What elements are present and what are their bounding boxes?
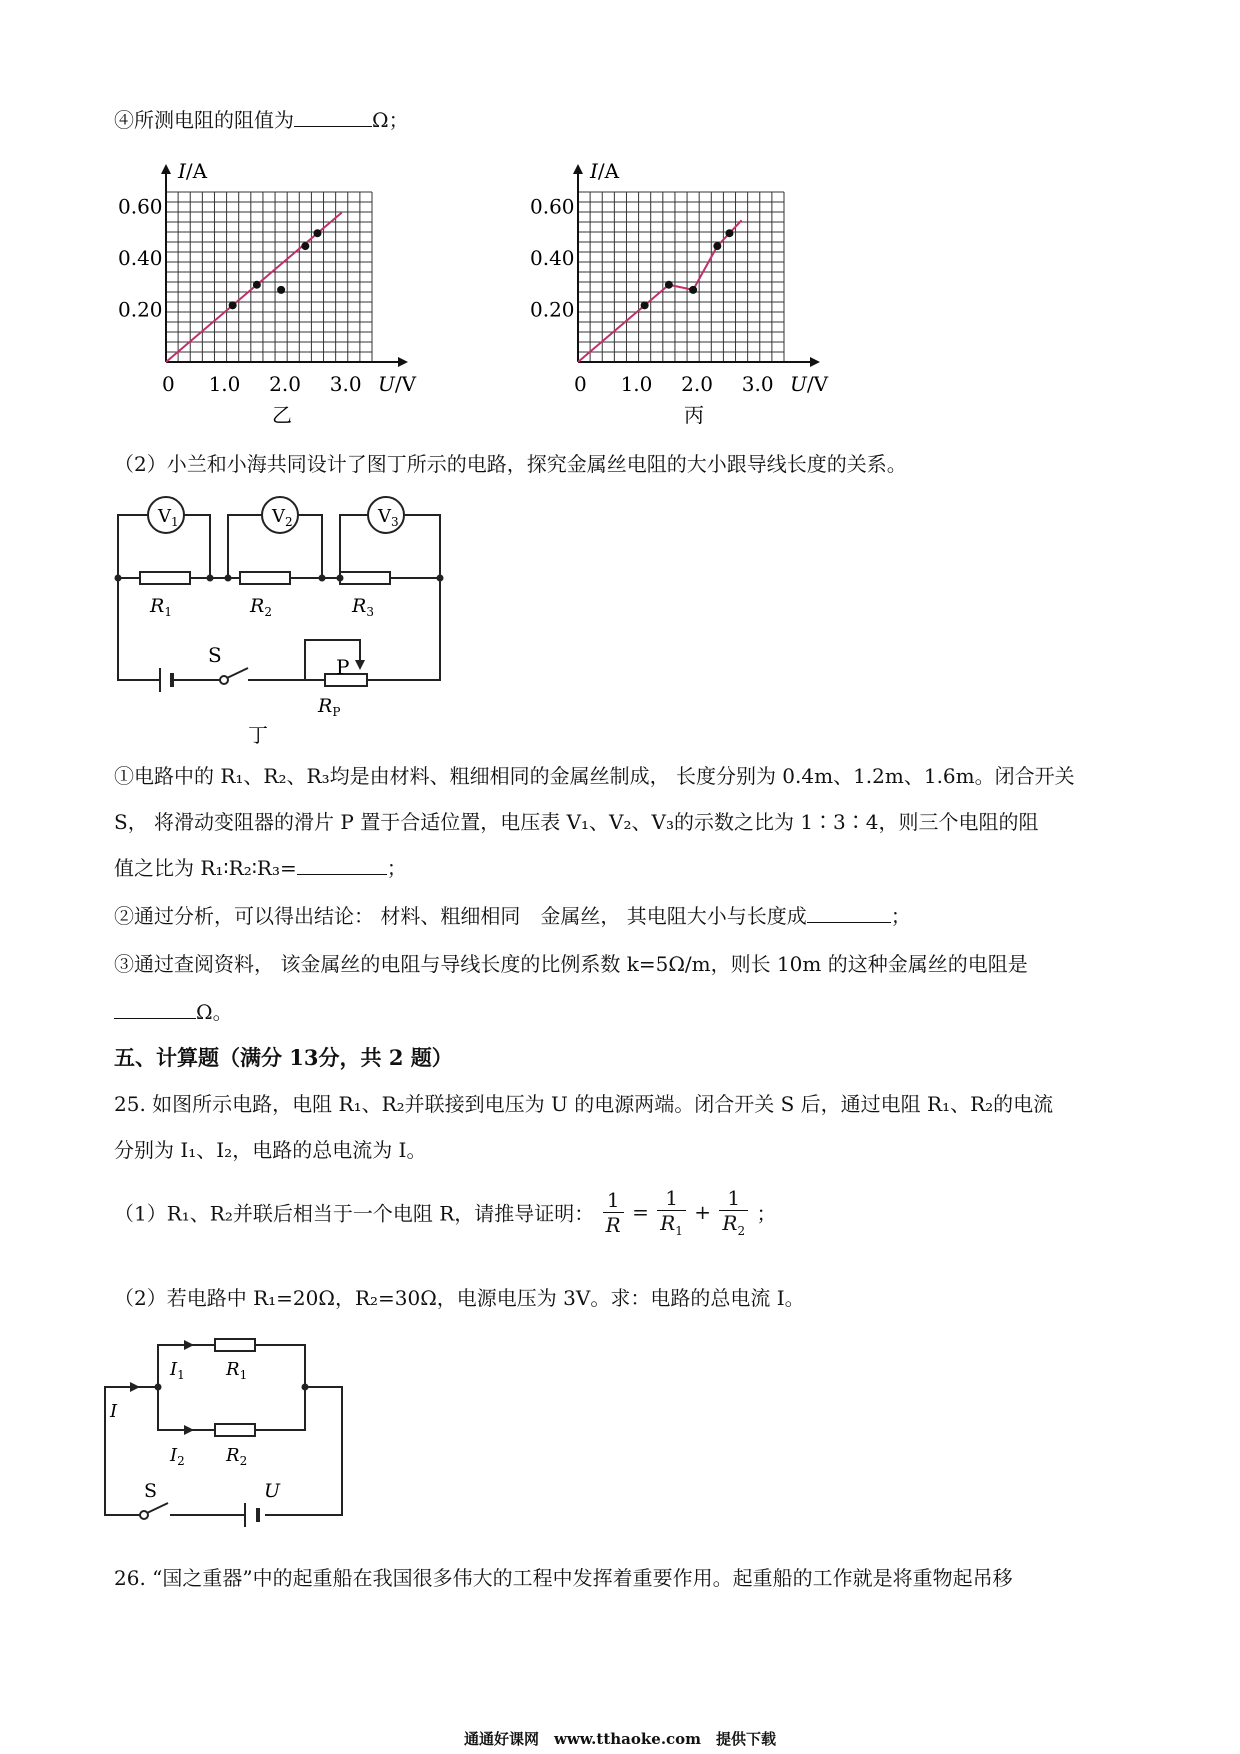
answer-blank[interactable] bbox=[297, 854, 387, 875]
q25-part1: （1）R₁、R₂并联后相当于一个电阻 R，请推导证明： $\frac{1}{R}$ = $\frac{1}{R_1}$ + $\frac{1}{R_2}$ ； bbox=[114, 1186, 777, 1238]
data-point bbox=[313, 229, 321, 237]
x-axis-label: U/V bbox=[790, 372, 829, 396]
y-tick-label: 0.20 bbox=[530, 297, 575, 322]
iu-graphs bbox=[0, 140, 1240, 430]
svg-text:R3: $R_3$ bbox=[352, 595, 374, 619]
section-heading: 五、计算题（满分 13分，共 2 题） bbox=[114, 1045, 453, 1070]
graph-bing bbox=[530, 159, 829, 427]
data-point bbox=[665, 281, 673, 289]
data-point bbox=[253, 281, 261, 289]
data-point bbox=[229, 301, 237, 309]
svg-text:V3: $V_3$ bbox=[378, 506, 399, 529]
graph-caption: 乙 bbox=[272, 403, 292, 427]
q1-line1: ①电路中的 R₁、R₂、R₃均是由材料、粗细相同的金属丝制成， 长度分别为 0.4m、1.2m、1.6m。闭合开关 bbox=[114, 764, 1075, 788]
q1-line2: S， 将滑动变阻器的滑片 P 置于合适位置，电压表 V₁、V₂、V₃的示数之比为 1∶3∶4，则三个电阻的阻 bbox=[114, 810, 1039, 834]
part2-intro: （2）小兰和小海共同设计了图丁所示的电路，探究金属丝电阻的大小跟导线长度的关系。 bbox=[114, 452, 907, 476]
resistor-r1 bbox=[140, 572, 190, 584]
data-point bbox=[689, 286, 697, 294]
formula-lhs: $\frac{1}{R}$ bbox=[603, 1188, 624, 1237]
x-tick-label: 0 bbox=[162, 372, 175, 396]
q25-part2: （2）若电路中 R₁=20Ω，R₂=30Ω，电源电压为 3V。求：电路的总电流 I。 bbox=[114, 1286, 805, 1310]
q25-line1: 25. 如图所示电路，电阻 R₁、R₂并联接到电压为 U 的电源两端。闭合开关 S 后，通过电阻 R₁、R₂的电流 bbox=[114, 1092, 1054, 1116]
x-axis-arrow bbox=[810, 357, 820, 367]
data-point bbox=[725, 229, 733, 237]
y-axis-arrow bbox=[573, 164, 583, 174]
data-point bbox=[277, 286, 285, 294]
q2-line: ②通过分析，可以得出结论： 材料、粗细相同 金属丝， 其电阻大小与长度成 ； bbox=[114, 904, 911, 928]
data-point bbox=[301, 242, 309, 250]
x-tick-label: 2.0 bbox=[269, 372, 301, 396]
q3-line2: Ω。 bbox=[114, 996, 233, 1025]
answer-blank[interactable] bbox=[114, 998, 196, 1019]
x-tick-label: 2.0 bbox=[681, 372, 713, 396]
q1-line3: 值之比为 R₁∶R₂∶R₃= ； bbox=[114, 856, 407, 880]
q26-line1: 26. “国之重器”中的起重船在我国很多伟大的工程中发挥着重要作用。起重船的工作就是将重物起吊移 bbox=[114, 1566, 1013, 1590]
resistor-r1 bbox=[215, 1339, 255, 1351]
x-tick-label: 1.0 bbox=[208, 372, 241, 396]
resistor-r2 bbox=[240, 572, 290, 584]
page-footer: 通通好课网 www.tthaoke.com 提供下载 bbox=[463, 1730, 777, 1748]
circuit-ding bbox=[100, 490, 460, 750]
answer-blank[interactable] bbox=[294, 106, 372, 127]
x-tick-label: 3.0 bbox=[329, 372, 362, 396]
x-tick-label: 3.0 bbox=[741, 372, 774, 396]
y-tick-label: 0.40 bbox=[530, 245, 575, 270]
x-axis-arrow bbox=[398, 357, 408, 367]
y-tick-label: 0.60 bbox=[530, 194, 575, 219]
data-point bbox=[641, 301, 649, 309]
q4-line: ④所测电阻的阻值为 Ω； bbox=[114, 108, 409, 132]
switch-s bbox=[220, 668, 248, 684]
resistor-r2 bbox=[215, 1424, 255, 1436]
y-tick-label: 0.60 bbox=[118, 194, 163, 219]
answer-blank[interactable] bbox=[807, 902, 891, 923]
svg-text:I1: $I_1$ bbox=[170, 1359, 185, 1382]
svg-text:丁: 丁 bbox=[248, 723, 268, 747]
y-axis-arrow bbox=[161, 164, 171, 174]
graph-yi bbox=[118, 159, 417, 427]
x-tick-label: 0 bbox=[574, 372, 587, 396]
svg-text:R1: $R_1$ bbox=[150, 595, 172, 619]
svg-text:U: U bbox=[264, 1480, 281, 1502]
switch-s bbox=[140, 1503, 168, 1519]
y-tick-label: 0.40 bbox=[118, 245, 163, 270]
svg-text:RP: $R_P$ bbox=[318, 695, 341, 719]
svg-text:R2: $R_2$ bbox=[250, 595, 272, 619]
svg-text:R2: $R_2$ bbox=[226, 1445, 248, 1468]
x-tick-label: 1.0 bbox=[620, 372, 653, 396]
y-axis-label: I/A bbox=[590, 159, 620, 183]
circuit-parallel bbox=[100, 1325, 360, 1535]
y-axis-label: I/A bbox=[178, 159, 208, 183]
svg-text:V2: $V_2$ bbox=[272, 506, 293, 529]
svg-text:V1: $V_1$ bbox=[158, 506, 179, 529]
q3-line1: ③通过查阅资料， 该金属丝的电阻与导线长度的比例系数 k=5Ω/m，则长 10m 的这种金属丝的电阻是 bbox=[114, 952, 1028, 976]
formula-term1: $\frac{1}{R_1}$ bbox=[657, 1186, 686, 1238]
battery bbox=[160, 668, 172, 692]
svg-text:P: P bbox=[336, 655, 350, 679]
battery bbox=[245, 1503, 258, 1527]
x-axis-label: U/V bbox=[378, 372, 417, 396]
svg-text:I: I bbox=[110, 1401, 118, 1422]
formula-term2: $\frac{1}{R_2}$ bbox=[719, 1186, 748, 1238]
y-tick-label: 0.20 bbox=[118, 297, 163, 322]
svg-text:S: S bbox=[208, 643, 222, 667]
data-point bbox=[713, 242, 721, 250]
graph-caption: 丙 bbox=[684, 403, 704, 427]
resistor-r3 bbox=[340, 572, 390, 584]
svg-text:R1: $R_1$ bbox=[226, 1359, 248, 1382]
q25-line2: 分别为 I₁、I₂，电路的总电流为 I。 bbox=[114, 1138, 427, 1162]
svg-text:I2: $I_2$ bbox=[170, 1445, 185, 1468]
svg-text:S: S bbox=[144, 1480, 158, 1502]
